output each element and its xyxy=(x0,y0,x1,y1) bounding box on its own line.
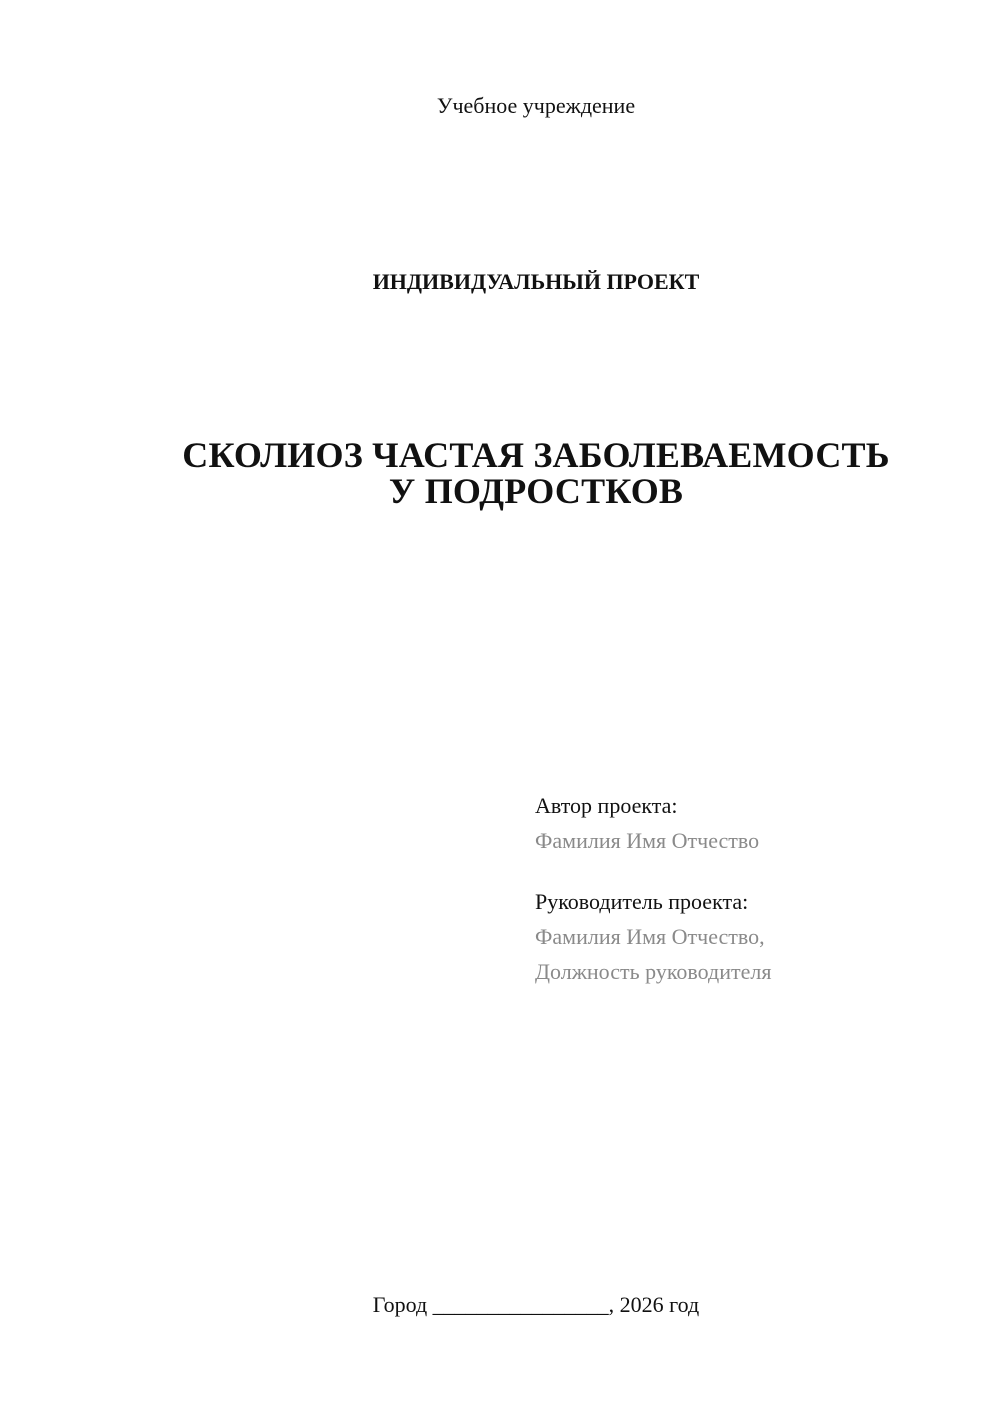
title-line-1: СКОЛИОЗ ЧАСТАЯ ЗАБОЛЕВАЕМОСТЬ xyxy=(182,435,890,475)
city-year-line xyxy=(0,1290,1000,1320)
year-text: , 2026 год xyxy=(608,1292,700,1317)
info-spacer xyxy=(535,858,771,884)
institution-name: Учебное учреждение xyxy=(436,93,636,118)
supervisor-label: Руководитель проекта: xyxy=(535,889,749,914)
project-info-block xyxy=(535,788,771,989)
project-type-heading: ИНДИВИДУАЛЬНЫЙ ПРОЕКТ xyxy=(372,269,700,294)
supervisor-position: Должность руководителя xyxy=(535,959,772,984)
author-name: Фамилия Имя Отчество xyxy=(535,828,760,853)
document-title xyxy=(0,437,1000,509)
city-blank: ________________ xyxy=(432,1292,609,1317)
supervisor-name: Фамилия Имя Отчество, xyxy=(535,924,765,949)
city-label: Город xyxy=(372,1292,428,1317)
title-line-2: У ПОДРОСТКОВ xyxy=(388,471,684,511)
author-label: Автор проекта: xyxy=(535,793,678,818)
